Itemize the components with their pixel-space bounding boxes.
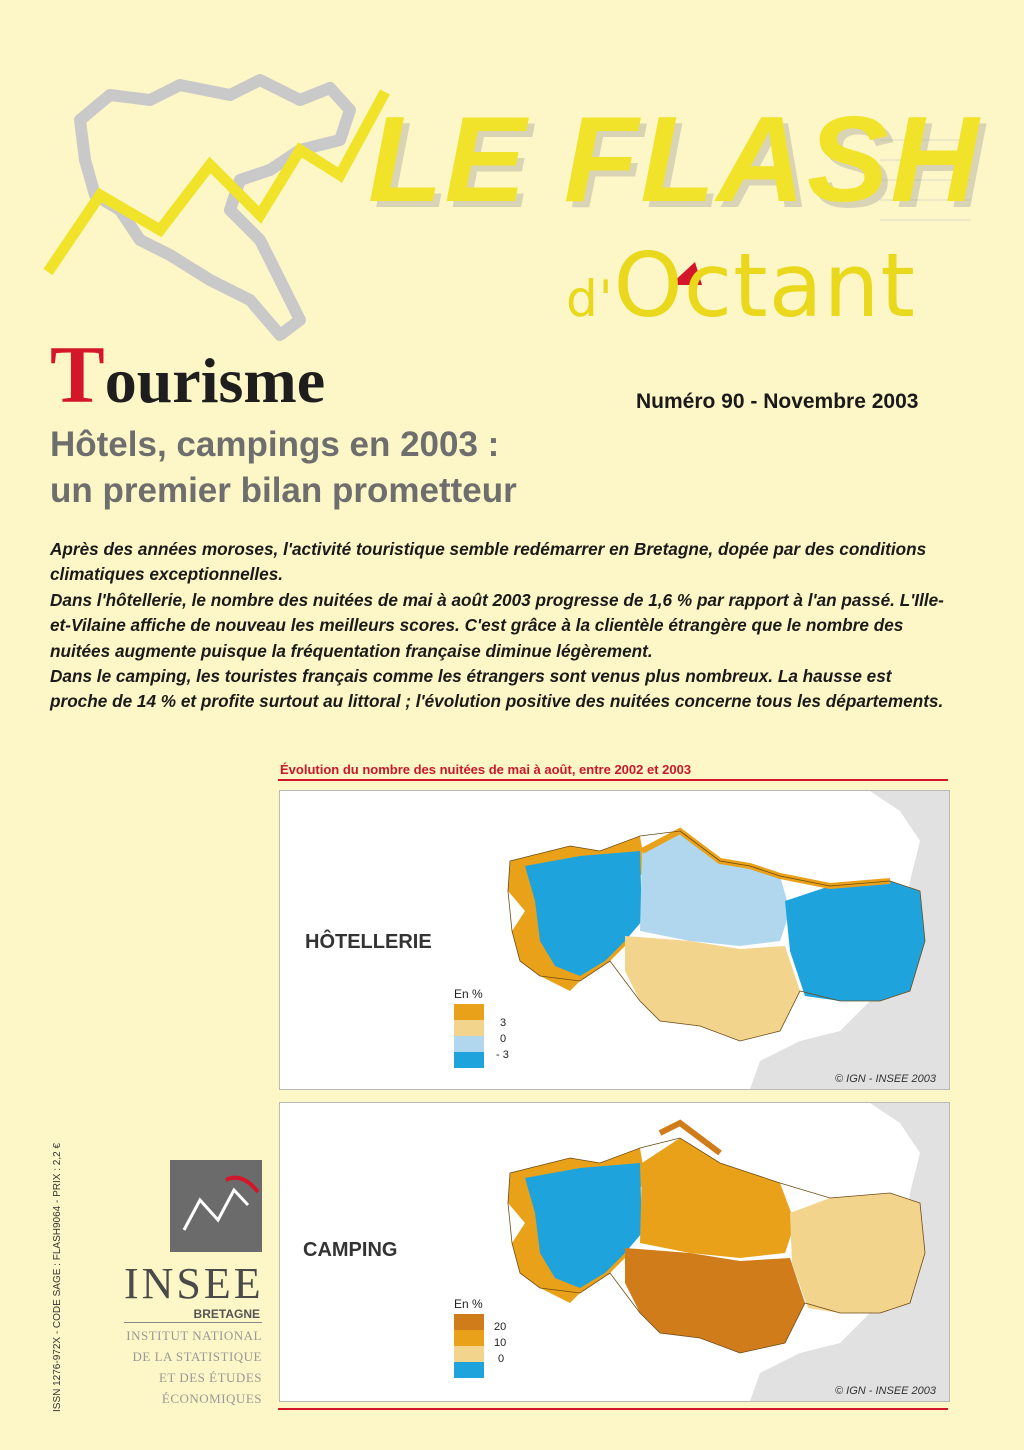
legend-value-2: 10: [494, 1337, 507, 1349]
camping-copyright: © IGN - INSEE 2003: [835, 1385, 937, 1397]
legend-swatch-4: [454, 1362, 484, 1378]
legend-swatch-2: [454, 1330, 484, 1346]
legend-value-1: 20: [494, 1321, 507, 1333]
intro-paragraph-2: Dans l'hôtellerie, le nombre des nuitées de mai à août 2003 progresse de 1,6 % par rapport à l'an passé. L'Ille-et-Vilaine affiche de nouveau les meilleurs scores. C'est grâce à la clientèle étrangère que le nombre des nuitées augmente puisque la fréquentation française diminue légèrement.: [50, 589, 944, 661]
insee-institute-line-4: ÉCONOMIQUES: [161, 1391, 262, 1406]
legend-value-3: 0: [498, 1353, 505, 1365]
hotellerie-copyright: © IGN - INSEE 2003: [835, 1073, 937, 1085]
page-title: [50, 329, 326, 420]
legend-swatch-3: [454, 1036, 484, 1052]
bottom-rule: [278, 1408, 948, 1410]
masthead-subtitle-prefix: d': [566, 270, 614, 328]
isbn-code: ISSN 1276-972X - CODE SAGE : FLASH9064 - PRIX : 2,2 €: [52, 1142, 63, 1412]
insee-institute: [110, 1325, 262, 1409]
legend-value-3: - 3: [496, 1049, 509, 1061]
intro-paragraph-3: Dans le camping, les touristes français comme les étrangers sont venus plus nombreux. La hausse est proche de 14 % et profite surtout au littoral ; l'évolution positive des nuitées concerne tous les départements.: [50, 666, 944, 712]
insee-region: BRETAGNE: [193, 1307, 260, 1321]
intro-paragraph-1: Après des années moroses, l'activité touristique semble redémarrer en Bretagne, dopée par des conditions climatiques exceptionnelles.: [50, 539, 927, 585]
masthead-subtitle: [566, 234, 916, 337]
region-ille-et-vilaine: [785, 881, 925, 1001]
legend-value-1: 3: [500, 1017, 507, 1029]
hotellerie-label: HÔTELLERIE: [305, 931, 432, 953]
insee-logo-mark: [170, 1160, 262, 1252]
page-title-rest: ourisme: [104, 345, 326, 416]
masthead-title: LE FLASH: [368, 91, 981, 227]
camping-label: CAMPING: [303, 1239, 398, 1261]
hotellerie-legend: [454, 1004, 484, 1068]
region-cotes-d-armor: [640, 1138, 795, 1258]
region-morbihan: [625, 936, 800, 1041]
insee-name: INSEE: [124, 1259, 264, 1308]
hotellerie-legend-title: En %: [454, 987, 483, 1001]
camping-map-panel: [279, 1102, 950, 1402]
hotellerie-map-panel: [279, 790, 950, 1090]
camping-legend-title: En %: [454, 1297, 483, 1311]
camping-legend: [454, 1314, 484, 1378]
issue-number: Numéro 90 - Novembre 2003: [636, 390, 919, 413]
intro-text: [50, 537, 950, 715]
legend-value-2: 0: [500, 1033, 507, 1045]
insee-logo: [170, 1160, 262, 1252]
subtitle-line-2: un premier bilan prometteur: [50, 471, 517, 510]
legend-swatch-1: [454, 1314, 484, 1330]
page-subtitle: [50, 422, 650, 514]
insee-institute-line-2: DE LA STATISTIQUE: [132, 1349, 262, 1364]
caption-rule: [278, 779, 948, 781]
insee-institute-line-1: INSTITUT NATIONAL: [126, 1328, 262, 1343]
legend-swatch-2: [454, 1020, 484, 1036]
region-morbihan: [625, 1248, 805, 1353]
legend-swatch-4: [454, 1052, 484, 1068]
region-cotes-d-armor: [640, 831, 790, 946]
insee-divider: [124, 1322, 262, 1323]
masthead-subtitle-word: Octant: [613, 234, 916, 337]
legend-swatch-1: [454, 1004, 484, 1020]
insee-institute-line-3: ET DES ÉTUDES: [158, 1370, 262, 1385]
legend-swatch-3: [454, 1346, 484, 1362]
subtitle-line-1: Hôtels, campings en 2003 :: [50, 425, 500, 464]
map-caption: Évolution du nombre des nuitées de mai à août, entre 2002 et 2003: [280, 762, 692, 777]
region-ille-et-vilaine: [790, 1193, 925, 1313]
page-title-initial: T: [50, 329, 105, 420]
